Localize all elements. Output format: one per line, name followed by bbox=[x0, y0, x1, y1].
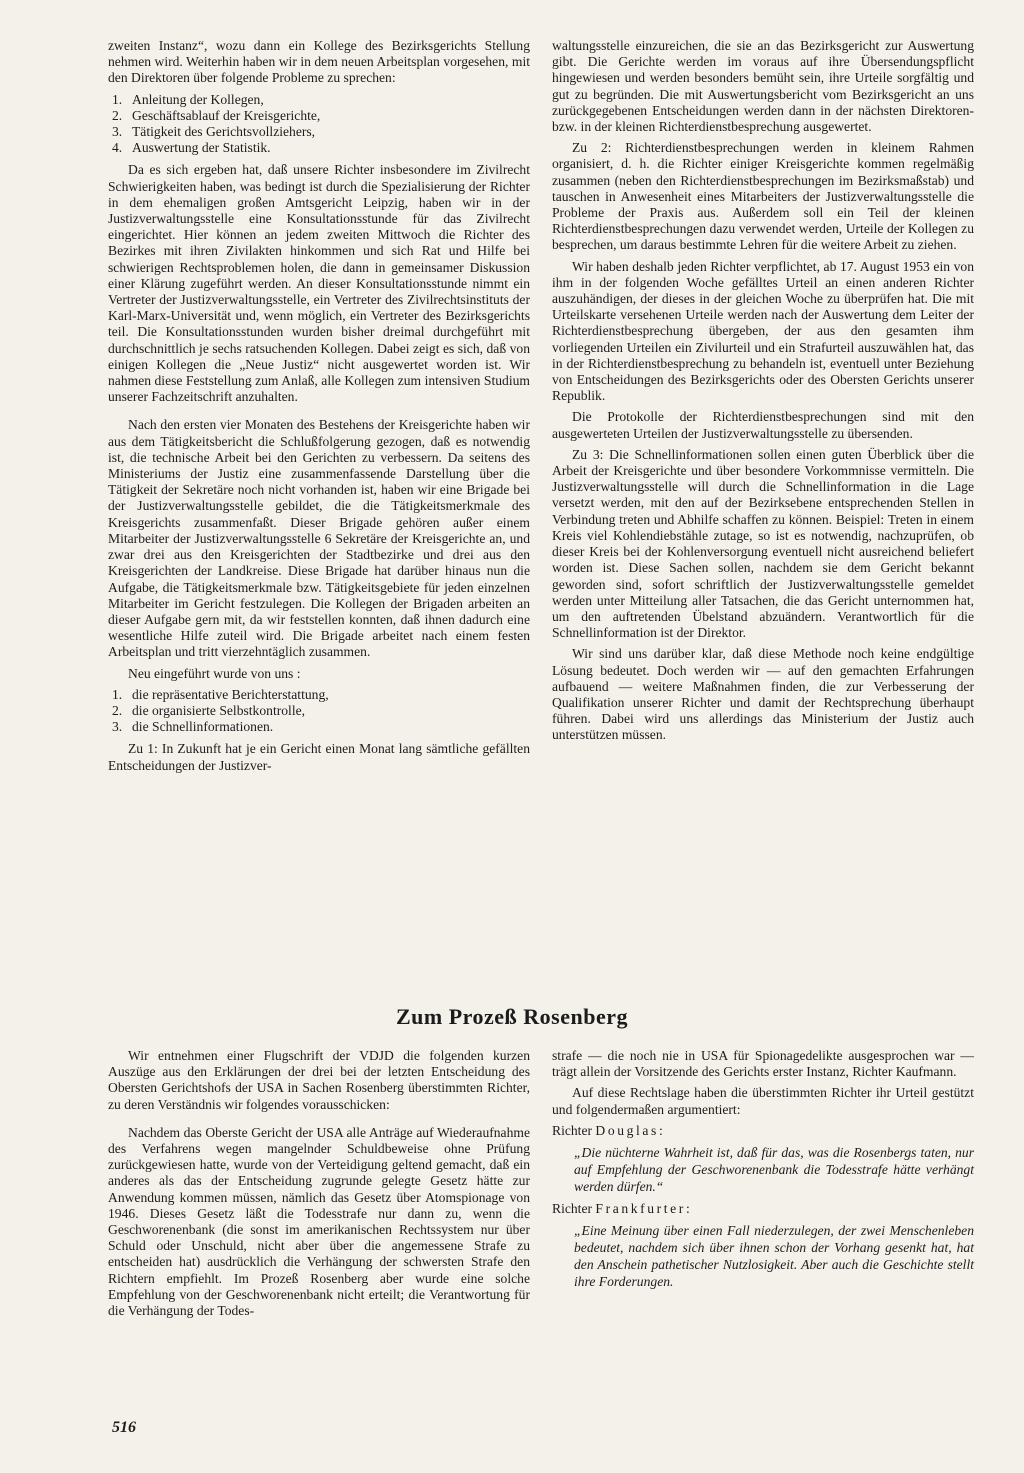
new-measures-list bbox=[108, 687, 530, 736]
list-number: 2. bbox=[112, 107, 123, 123]
list-item bbox=[108, 703, 530, 719]
top-left-column bbox=[108, 38, 530, 779]
judge-name: Douglas bbox=[595, 1122, 659, 1138]
directors-topics-list bbox=[108, 92, 530, 157]
list-text: Geschäftsablauf der Kreisgerichte, bbox=[132, 107, 321, 123]
paragraph: Wir entnehmen einer Flugschrift der VDJD die folgenden kurzen Auszüge aus den Erklärungen der drei bei der letzten Entscheidung des Obersten Gerichtshofs der USA in Sachen Rosenberg überstimmten Richter, zu deren Verständnis wir folgendes vorausschicken: bbox=[108, 1048, 530, 1112]
paragraph: Da es sich ergeben hat, daß unsere Richter insbesondere im Zivilrecht Schwierigkeiten haben, was bedingt ist durch die Spezialisierung der Richter in dem ehemaligen großen Amtsgericht Leipzig, haben wir in der Justizverwaltungsstelle eine Konsultationsstunde für das Zivilrecht eingerichtet. Hier können an jedem zweiten Mittwoch die Richter des Bezirkes mit ihren Zivilakten hinkommen und sich Rat und Hilfe bei schwierigen Rechtsproblemen holen, die dann in gemeinsamer Diskussion einer Klärung zugeführt werden. An dieser Konsultationsstunde nimmt ein Vertreter der Justizverwaltungsstelle, ein Vertreter des Zivilrechtsinstituts der Karl-Marx-Universität und, wenn möglich, ein Vertreter des Bezirksgerichts teil. Die Konsultationsstunden wurden bisher dreimal durchgeführt mit durchschnittlich je sechs ratsuchenden Kollegen. Dabei zeigt es sich, daß von einigen Kollegen die „Neue Justiz“ nicht ausgewertet worden ist. Wir nahmen diese Feststellung zum Anlaß, alle Kollegen zum intensiven Studium unserer Fachzeitschrift anzuhalten. bbox=[108, 162, 530, 405]
paragraph: zweiten Instanz“, wozu dann ein Kollege des Bezirksgerichts Stellung nehmen wird. Weiterhin haben wir in dem neuen Arbeitsplan vorgesehen, mit den Direktoren über folgende Probleme zu sprechen: bbox=[108, 38, 530, 86]
judge-colon: : bbox=[658, 1122, 663, 1138]
bottom-left-column bbox=[108, 1048, 530, 1324]
list-number: 1. bbox=[112, 686, 123, 702]
quote-frankfurter: „Eine Meinung über einen Fall niederzulegen, der zwei Menschenleben bedeutet, nachdem sich über ihnen schon der Vorhang gesenkt hat, hat den Anschein pathetischer Nutzlosigkeit. Aber auch die Geschichte stellt ihre Forderungen. bbox=[574, 1223, 974, 1290]
list-text: die repräsentative Berichterstattung, bbox=[132, 686, 329, 702]
paragraph: Wir haben deshalb jeden Richter verpflichtet, ab 17. August 1953 ein von ihm in der folgenden Woche gefälltes Urteil an einen anderen Richter auszuhändigen, der dieses in der gleichen Woche zu überprüfen hat. Die mit Urteilskarte versehenen Urteile werden nach der Auswertung dem Leiter der Richterdienstbesprechung übergeben, der aus den gesamten ihm vorliegenden Urteilen ein Zivilurteil und ein Strafurteil auszuwählen hat, das in der Richterdienstbesprechung zu behandeln ist, eventuell unter Beziehung von Entscheidungen des Bezirksgerichts oder des Obersten Gerichts unserer Republik. bbox=[552, 258, 974, 404]
paragraph: Zu 3: Die Schnellinformationen sollen einen guten Überblick über die Arbeit der Kreisgerichte und über besondere Vorkommnisse vermitteln. Die Justizverwaltungsstelle will durch die Schnellinformation in die Lage versetzt werden, mit den auf der Bezirksebene entsprechenden Stellen in Verbindung treten und Abhilfe schaffen zu können. Beispiel: Treten in einem Kreis viel Kohlendiebstähle zutage, so ist es notwendig, nachzuprüfen, ob dieser Kreis bei der Kohlenversorgung eventuell nicht ausreichend beliefert worden ist. Diese Sachen sollen, nachdem sie dem Gericht bekannt geworden sind, sofort schriftlich der Justizverwaltungsstelle gemeldet werden unter Mitteilung aller Tatsachen, die das Gericht unternommen hat, um den auftretenden Übelstand abzuändern. Verantwortlich für die Schnellinformation ist der Direktor. bbox=[552, 446, 974, 641]
list-item bbox=[108, 719, 530, 735]
bottom-right-column bbox=[552, 1048, 974, 1296]
judge-title: Richter bbox=[552, 1122, 593, 1138]
paragraph: Nachdem das Oberste Gericht der USA alle Anträge auf Wiederaufnahme des Verfahrens wegen mangelnder Schuldbeweise ohne Prüfung zurückgewiesen hatte, wurde von der Verteidigung geltend gemacht, daß ein anderes als das der Entscheidung zugrunde gelegte Gesetz hätte zur Anwendung kommen müssen, nämlich das Gesetz über Atomspionage von 1946. Dieses Gesetz läßt die Todesstrafe nur dann zu, wenn die Geschworenenbank (die sonst im amerikanischen Rechtssystem nur über Schuld oder Unschuld, nicht aber über die angemessene Strafe zu entscheiden hat) ausdrücklich die Verhängung der schwersten Strafe den Richtern empfiehlt. Im Prozeß Rosenberg aber wurde eine solche Empfehlung von der Geschworenenbank nicht erteilt; die Verantwortung für die Verhängung der Todes- bbox=[108, 1124, 530, 1319]
list-item bbox=[108, 687, 530, 703]
paragraph: Neu eingeführt wurde von uns : bbox=[128, 665, 301, 681]
judge-title: Richter bbox=[552, 1201, 593, 1217]
paragraph: Zu 2: Richterdienstbesprechungen werden in kleinem Rahmen organisiert, d. h. die Richter einiger Kreisgerichte kommen regelmäßig zusammen (neben den Richterdienstbesprechungen im Bezirksmaßstab) und tauschen in Anwesenheit eines Mitarbeiters der Justizverwaltungsstelle die Probleme der Praxis aus. Außerdem soll ein Teil der kleinen Richterdienstbesprechungen dazu verwendet werden, Urteile der Kollegen zu besprechen, um daraus bestimmte Lehren für die weitere Arbeit zu ziehen. bbox=[552, 140, 974, 253]
list-number: 1. bbox=[112, 91, 123, 107]
section-title: Zum Prozeß Rosenberg bbox=[395, 1004, 629, 1029]
judge-heading-douglas bbox=[552, 1123, 974, 1139]
list-number: 4. bbox=[112, 140, 123, 156]
paragraph: Auf diese Rechtslage haben die überstimmten Richter ihr Urteil gestützt und folgendermaßen argumentiert: bbox=[552, 1085, 974, 1117]
paragraph: Zu 1: In Zukunft hat je ein Gericht einen Monat lang sämtliche gefällten Entscheidungen der Justizver- bbox=[108, 741, 530, 773]
judge-heading-frankfurter bbox=[552, 1201, 974, 1217]
list-number: 2. bbox=[112, 702, 123, 718]
list-number: 3. bbox=[112, 124, 123, 140]
paragraph: Wir sind uns darüber klar, daß diese Methode noch keine endgültige Lösung bedeutet. Doch werden wir — auf den gemachten Erfahrungen aufbauend — weitere Maßnahmen finden, die zur Verbesserung der Qualifikation unserer Richter und damit der Rechtsprechung überhaupt führen. Dabei wird uns allerdings das Ministerium der Justiz auch unterstützen müssen. bbox=[552, 646, 974, 743]
paragraph: strafe — die noch nie in USA für Spionagedelikte ausgesprochen war — trägt allein der Vorsitzende des Gerichts erster Instanz, Richter Kaufmann. bbox=[552, 1048, 974, 1080]
judge-colon: : bbox=[685, 1201, 690, 1217]
list-number: 3. bbox=[112, 719, 123, 735]
paragraph: Nach den ersten vier Monaten des Bestehens der Kreisgerichte haben wir aus dem Tätigkeitsbericht die Schlußfolgerung gezogen, daß es notwendig ist, die technische Arbeit bei den Gerichten zu verbessern. Da seitens des Ministeriums der Justiz eine zusammenfassende Darstellung über die Tätigkeit der Sekretäre noch nicht vorhanden ist, haben wir eine Brigade bei der Justizverwaltungsstelle gebildet, die die Tätigkeitsmerkmale des Kreisgerichts zusammenfaßt. Dieser Brigade gehören außer einem Mitarbeiter der Justizverwaltungsstelle 6 Sekretäre der Kreisgerichte an, und zwar drei aus den Kreisgerichten der Stadtbezirke und drei aus den Kreisgerichten der Landkreise. Diese Brigade hat darüber hinaus nun die Aufgabe, die Tätigkeitsmerkmale bzw. Tätigkeitsgebiete für jeden einzelnen Mitarbeiter im Gericht festzulegen. Die Kollegen der Brigaden arbeiten an dieser Aufgabe gern mit, da wir feststellen konnten, daß ihnen dadurch eine wesentliche Hilfe zuteil wird. Die Brigade arbeitet nach einem festen Arbeitsplan und tritt vierzehntäglich zusammen. bbox=[108, 417, 530, 660]
list-text: die Schnellinformationen. bbox=[132, 719, 274, 735]
list-text: Auswertung der Statistik. bbox=[132, 140, 271, 156]
paragraph: waltungsstelle einzureichen, die sie an das Bezirksgericht zur Auswertung gibt. Die Gerichte werden im voraus auf ihre Übersendungspflicht hingewiesen und werden besonders bemüht sein, ihre Urteile sorgfältig und gut zu begründen. Die mit Auswertungsbericht vom Bezirksgericht an uns zurückgegebenen Entscheidungen werden dann in der nächsten Direktoren- bzw. in der kleinen Richterdienstbesprechung ausgewertet. bbox=[552, 38, 974, 135]
paragraph: Die Protokolle der Richterdienstbesprechungen sind mit den ausgewerteten Urteilen der Justizverwaltungsstelle zu übersenden. bbox=[552, 409, 974, 441]
list-text: Tätigkeit des Gerichtsvollziehers, bbox=[132, 124, 316, 140]
list-text: die organisierte Selbstkontrolle, bbox=[132, 702, 306, 718]
list-item bbox=[108, 140, 530, 156]
top-right-column bbox=[552, 38, 974, 749]
judge-name: Frankfurter bbox=[595, 1201, 686, 1217]
list-item bbox=[108, 108, 530, 124]
list-text: Anleitung der Kollegen, bbox=[132, 91, 264, 107]
page-number: 516 bbox=[112, 1419, 136, 1436]
list-item bbox=[108, 92, 530, 108]
list-item bbox=[108, 124, 530, 140]
quote-douglas: „Die nüchterne Wahrheit ist, daß für das, was die Rosenbergs taten, nur auf Empfehlung der Geschworenenbank die Todesstrafe hätte verhängt werden dürfen.“ bbox=[574, 1145, 974, 1195]
